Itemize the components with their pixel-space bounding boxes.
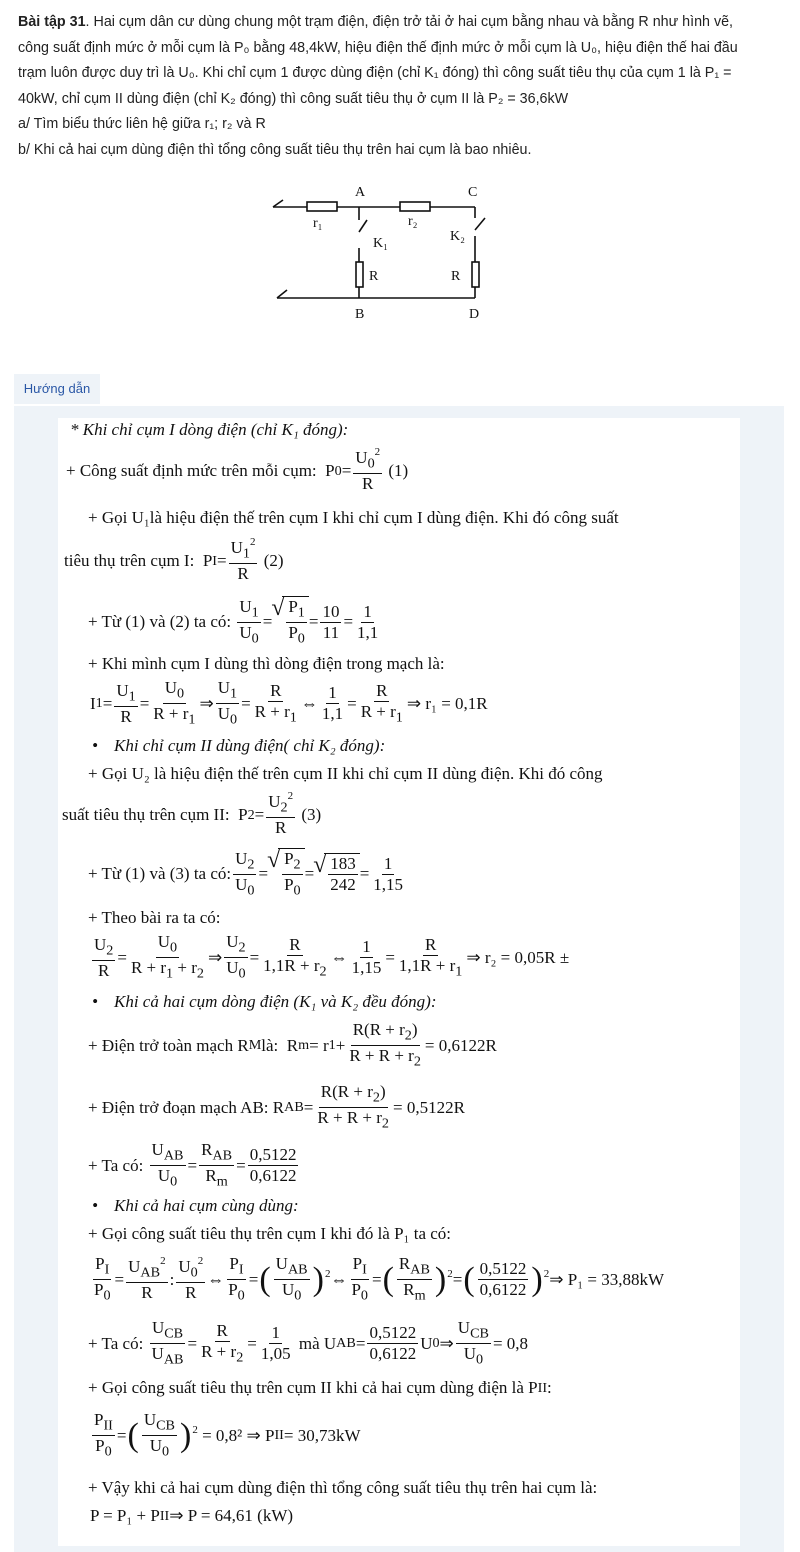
question-a: a/ Tìm biểu thức liên hệ giữa r₁; r₂ và R xyxy=(18,116,266,132)
solution-line: $\frac{P_{II}}{P_0}$ = ( $\frac{U_{CB}}{U_0}$ ) 2 = 0,8² ⇒ P II = 30,73kW xyxy=(94,1410,361,1460)
k2-label: K₂ xyxy=(450,229,465,244)
solution-line: + Từ (1) và (2) ta có: $\frac{U_1}{U_0}$ = √ $\frac{P_1}{P_0}$ = $\frac{10}{11}$ = $\frac{1}{1,1}$ xyxy=(88,596,382,649)
solution-line: + Khi mình cụm I dùng thì dòng điện trong mạch là: xyxy=(88,654,445,673)
solution-line: tiêu thụ trên cụm I: P I = $\frac{U_1^2}{R}$ (2) xyxy=(64,536,284,584)
solution-line: $\frac{P_I}{P_0}$ = $\frac{U_{AB}^2}{R}$ : $\frac{U_0^2}{R}$ ⇔ $\frac{P_I}{P_0}$ = ( $\frac{U_{AB}}{U_0}$ ) 2 ⇔ $\frac{P_I}{P_0}$ = ( $\frac{R_{AB}}{R_m}$ ) 2 = ( $\frac{0,5122}{0,6122}$ ) 2 ⇒ P₁ = 33,88kW xyxy=(94,1254,665,1304)
solution-line: + Vậy khi cả hai cụm dùng điện thì tổng công suất tiêu thụ trên hai cụm là: xyxy=(88,1478,598,1497)
solution-content xyxy=(58,418,740,1546)
circuit-diagram xyxy=(255,180,505,330)
guide-tab[interactable]: Hướng dẫn xyxy=(14,374,100,404)
k1-label: K₁ xyxy=(373,236,388,251)
solution-line: + Gọi công suất tiêu thụ trên cụm II khi cả hai cụm dùng điện là P II : xyxy=(88,1378,552,1397)
solution-line: $\frac{U_2}{R}$ = $\frac{U_0}{R + r_1 + r_2}$ ⇒ $\frac{U_2}{U_0}$ = $\frac{R}{1,1R + r_2}$ ⇔ $\frac{1}{1,15}$ = $\frac{R}{1,1R + r_1}$ ⇒ r₂ = 0,05R ± xyxy=(94,932,570,982)
solution-line: + Công suất định mức trên mỗi cụm: P 0 = $\frac{U_0^2}{R}$ (1) xyxy=(66,446,409,494)
heading-case-3: • Khi cả hai cụm dòng điện (K₁ và K₂ đều đóng): xyxy=(92,992,437,1011)
node-a-label: A xyxy=(355,185,366,200)
solution-line: + Từ (1) và (3) ta có: $\frac{U_2}{U_0}$ = √ $\frac{P_2}{P_0}$ = √ $\frac{183}{242}$ = $\frac{1}{1,15}$ xyxy=(88,848,407,901)
question-b: b/ Khi cả hai cụm dùng điện thì tổng công suất tiêu thụ trên hai cụm là bao nhiêu. xyxy=(18,141,532,158)
problem-label: Bài tập 31 xyxy=(18,14,86,30)
r-load-1-label: R xyxy=(369,269,379,284)
node-d-label: D xyxy=(469,307,480,322)
problem-line: công suất định mức ở mỗi cụm là P₀ bằng 48,4kW, hiệu điện thế định mức ở mỗi cụm là U₀, hiệu điện thế hai đầu xyxy=(18,39,738,56)
node-b-label: B xyxy=(355,307,365,322)
problem-line: 40kW, chỉ cụm II dùng điện (chỉ K₂ đóng) thì công suất tiêu thụ ở cụm II là P₂ = 36,6kW xyxy=(18,90,569,107)
solution-line: suất tiêu thụ trên cụm II: P 2 = $\frac{U_2^2}{R}$ (3) xyxy=(62,790,322,838)
solution-line: + Điện trở đoạn mạch AB: R AB = $\frac{R(R + r_2)}{R + R + r_2}$ = 0,5122R xyxy=(88,1082,465,1132)
solution-line: + Điện trở toàn mạch R M là: R m = r 1 + $\frac{R(R + r_2)}{R + R + r_2}$ = 0,6122R xyxy=(88,1020,497,1070)
r-load-2-label: R xyxy=(451,269,461,284)
problem-line: trạm luôn được duy trì là U₀. Khi chỉ cụm 1 được dùng điện (chỉ K₁ đóng) thì công suất tiêu thụ của cụm 1 là P₁ = xyxy=(18,65,732,81)
solution-line: + Theo bài ra ta có: xyxy=(88,908,221,927)
solution-line: + Gọi U₂ là hiệu điện thế trên cụm II khi chỉ cụm II dùng điện. Khi đó công xyxy=(88,764,603,783)
solution-line: + Ta có: $\frac{U_{CB}}{U_{AB}}$ = $\frac{R}{R + r_2}$ = $\frac{1}{1,05}$ mà U AB = $\frac{0,5122}{0,6122}$ U 0 ⇒ $\frac{U_{CB}}{U_0}$ = 0,8 xyxy=(88,1318,529,1368)
problem-line: Bài tập 31. Hai cụm dân cư dùng chung một trạm điện, điện trở tải ở hai cụm bằng nhau và bằng R như hình vẽ, xyxy=(18,14,734,30)
problem-statement xyxy=(18,10,783,163)
solution-line: + Ta có: $\frac{U_{AB}}{U_0}$ = $\frac{R_{AB}}{R_m}$ = $\frac{0,5122}{0,6122}$ xyxy=(88,1140,297,1190)
heading-case-4: • Khi cả hai cụm cùng dùng: xyxy=(92,1196,299,1215)
solution-line: + Gọi công suất tiêu thụ trên cụm I khi đó là P₁ ta có: xyxy=(88,1224,452,1243)
heading-case-2: • Khi chỉ cụm II dùng điện( chỉ K₂ đóng): xyxy=(92,736,386,755)
final-answer: P = P₁ + P II ⇒ P = 64,61 (kW) xyxy=(90,1506,294,1525)
solution-line: + Gọi U₁là hiệu điện thế trên cụm I khi chỉ cụm I dùng điện. Khi đó công suất xyxy=(88,508,619,527)
r2-label: r₂ xyxy=(408,214,418,229)
node-c-label: C xyxy=(468,185,478,200)
r1-label: r₁ xyxy=(313,216,323,231)
solution-line: I 1 = $\frac{U_1}{R}$ = $\frac{U_0}{R + r_1}$ ⇒ $\frac{U_1}{U_0}$ = $\frac{R}{R + r_1}$ ⇔ $\frac{1}{1,1}$ = $\frac{R}{R + r_1}$ ⇒ r₁ = 0,1R xyxy=(90,678,488,728)
heading-case-1: * Khi chỉ cụm I dòng điện (chỉ K₁ đóng): xyxy=(70,420,349,439)
